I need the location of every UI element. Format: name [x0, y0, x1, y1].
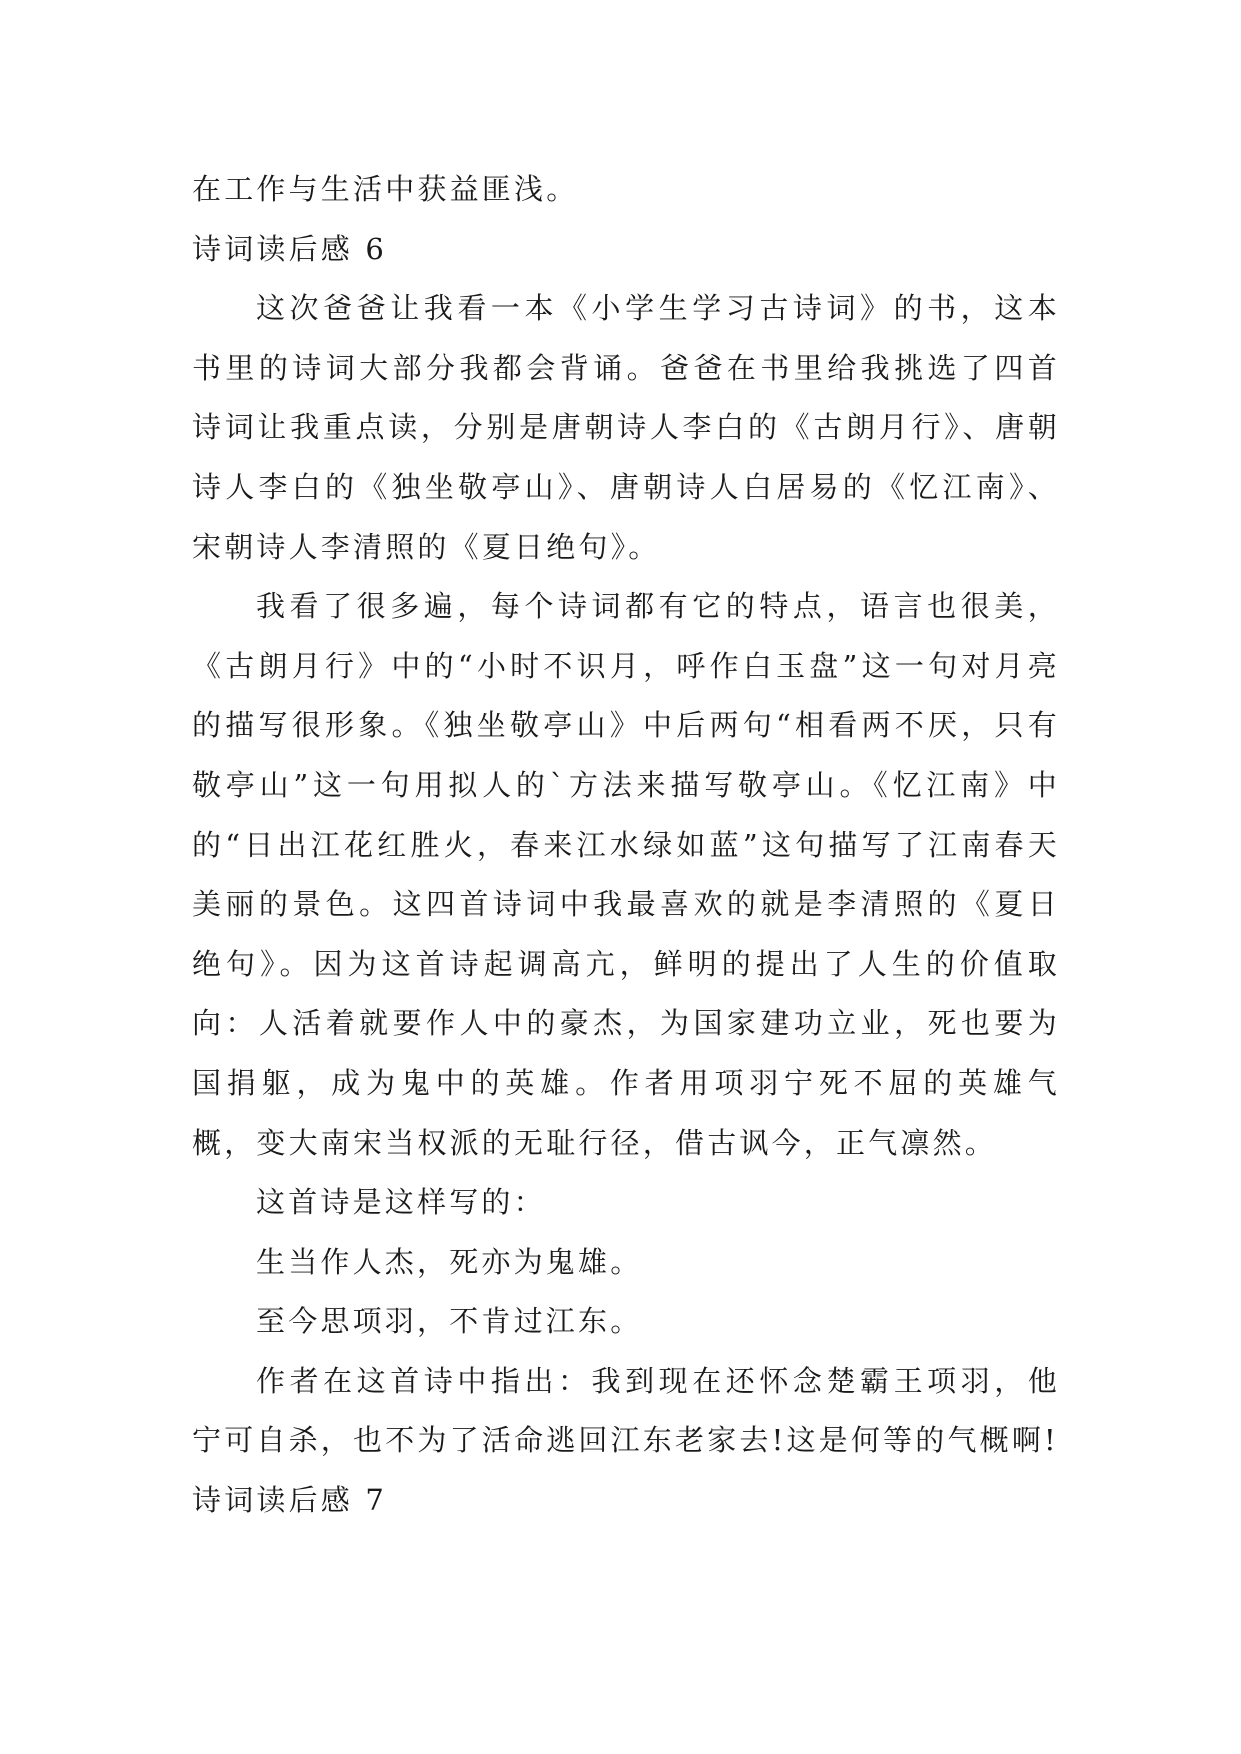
- poem-line-1: 生当作人杰，死亦为鬼雄。: [256, 1244, 643, 1279]
- paragraph-continuation: 在工作与生活中获益匪浅。: [192, 172, 579, 206]
- section-heading-7: 诗词读后感 7: [192, 1483, 388, 1518]
- paragraph-poem-lead: 这首诗是这样写的：: [256, 1185, 546, 1220]
- paragraph-analysis: 我看了很多遍，每个诗词都有它的特点，语言也很美，《古朗月行》中的“小时不识月，呼作白玉盘”这一句对月亮的描写很形象。《独坐敬亭山》中后两句“相看两不厌，只有敬亭山”这一句用拟人的`方法来描写敬亭山。《忆江南》中的“日出江花红胜火，春来江水绿如蓝”这句描写了江南春天美丽的景色。这四首诗词中我最喜欢的就是李清照的《夏日绝句》。因为这首诗起调高亢，鲜明的提出了人生的价值取向：人活着就要作人中的豪杰，为国家建功立业，死也要为国捐躯，成为鬼中的英雄。作者用项羽宁死不屈的英雄气概，变大南宋当权派的无耻行径，借古讽今，正气凛然。: [192, 589, 1060, 1160]
- paragraph-conclusion: 作者在这首诗中指出：我到现在还怀念楚霸王项羽，他宁可自杀，也不为了活命逃回江东老家去!这是何等的气概啊!: [192, 1363, 1060, 1458]
- paragraph-intro: 这次爸爸让我看一本《小学生学习古诗词》的书，这本书里的诗词大部分我都会背诵。爸爸在书里给我挑选了四首诗词让我重点读，分别是唐朝诗人李白的《古朗月行》、唐朝诗人李白的《独坐敬亭山》、唐朝诗人白居易的《忆江南》、宋朝诗人李清照的《夏日绝句》。: [192, 291, 1060, 564]
- document-body: [192, 160, 1060, 1531]
- poem-line-2: 至今思项羽，不肯过江东。: [256, 1304, 643, 1339]
- section-heading-6: 诗词读后感 6: [192, 231, 388, 266]
